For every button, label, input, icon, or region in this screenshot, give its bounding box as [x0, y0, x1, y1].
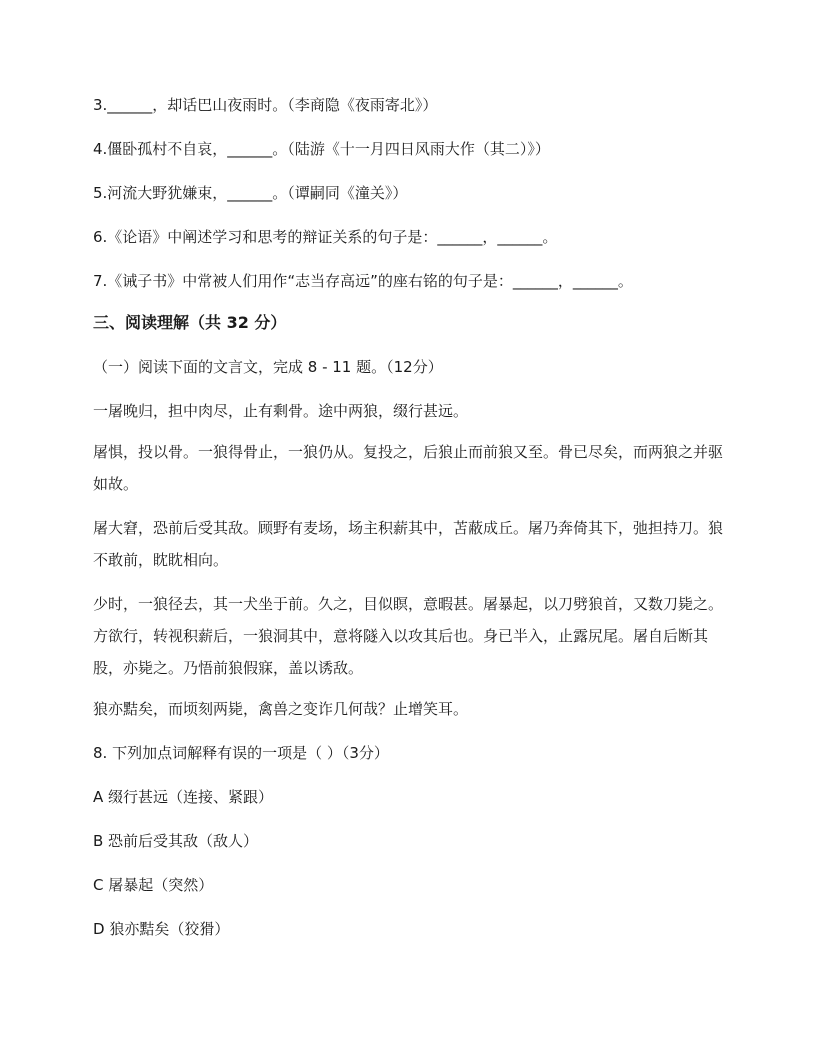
fill-in-question-7: 7.《诫子书》中常被人们用作“志当存高远”的座右铭的句子是：______，______。 — [93, 272, 633, 290]
passage-paragraph-4: 少时，一狼径去，其一犬坐于前。久之，目似瞑，意暇甚。屠暴起，以刀劈狼首，又数刀毙之。方欲行，转视积薪后，一狼洞其中，意将隧入以攻其后也。身已半入，止露尻尾。屠自后断其股，亦毙之。乃悟前狼假寐，盖以诱敌。 — [93, 595, 724, 677]
passage-paragraph-3: 屠大窘，恐前后受其敌。顾野有麦场，场主积薪其中，苫蔽成丘。屠乃奔倚其下，弛担持刀。狼不敢前，眈眈相向。 — [93, 519, 724, 569]
subsection-title: （一）阅读下面的文言文，完成 8 - 11 题。（12分） — [93, 358, 443, 376]
section-title: 三、阅读理解（共 32 分） — [93, 313, 287, 332]
question-8-option-a: A 缀行甚远（连接、紧跟） — [93, 788, 274, 806]
passage-paragraph-2: 屠惧，投以骨。一狼得骨止，一狼仍从。复投之，后狼止而前狼又至。骨已尽矣，而两狼之并驱如故。 — [93, 443, 724, 493]
fill-in-question-3: 3.______，却话巴山夜雨时。（李商隐《夜雨寄北》） — [93, 96, 438, 114]
question-8-option-b: B 恐前后受其敌（敌人） — [93, 832, 259, 850]
question-8-stem: 8. 下列加点词解释有误的一项是（ ）（3分） — [93, 744, 389, 762]
question-8-option-d: D 狼亦黠矣（狡猾） — [93, 920, 230, 938]
document-page — [93, 92, 733, 942]
fill-in-question-4: 4.僵卧孤村不自哀，______。（陆游《十一月四日风雨大作（其二）》） — [93, 140, 550, 158]
passage-paragraph-5: 狼亦黠矣，而顷刻两毙，禽兽之变诈几何哉？止增笑耳。 — [93, 700, 469, 718]
fill-in-question-5: 5.河流大野犹嫌束，______。（谭嗣同《潼关》） — [93, 184, 408, 202]
passage-paragraph-1: 一屠晚归，担中肉尽，止有剩骨。途中两狼，缀行甚远。 — [93, 402, 469, 420]
fill-in-question-6: 6.《论语》中阐述学习和思考的辩证关系的句子是：______，______。 — [93, 228, 558, 246]
question-8-option-c: C 屠暴起（突然） — [93, 876, 214, 894]
